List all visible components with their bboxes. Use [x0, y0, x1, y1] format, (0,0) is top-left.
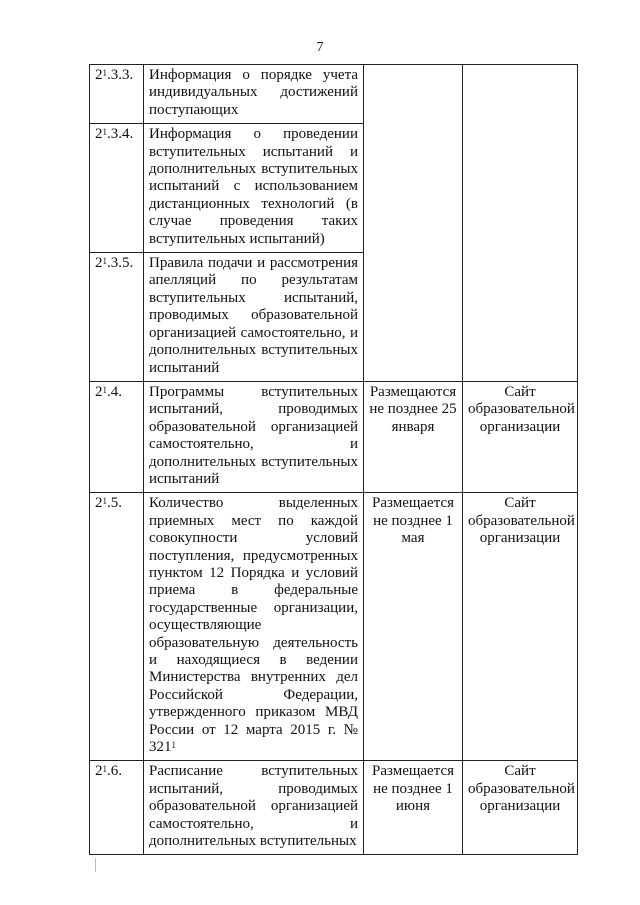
admission-info-table [89, 64, 578, 855]
row-description: Информация о проведении вступительных испытаний и дополнительных вступительных испытаний с использованием дистанционных технологий (в случае проведения таких вступительных испытаний) [144, 124, 364, 253]
row-term: Размещается не позднее 1 мая [364, 493, 463, 761]
table-row [90, 65, 578, 124]
page-number: 7 [316, 40, 324, 55]
row-place: Сайт образовательной организации [463, 761, 578, 855]
row-number: $2^1.3.4$. [90, 124, 144, 253]
table-row [90, 381, 578, 492]
row-number: $2^1.3.3$. [90, 65, 144, 124]
row-description: Информация о порядке учета индивидуальных достижений поступающих [144, 65, 364, 124]
row-description: Количество выделенных приемных мест по каждой совокупности условий поступления, предусмотренных пунктом 12 Порядка и условий приема в федеральные государственные организации, осуществляющие образовательную деятельность и находящиеся в ведении Министерства внутренних дел Российской Федерации, утвержденного приказом МВД России от 12 марта 2015 г. № $321^1$ [144, 493, 364, 761]
footnote-mark: 1 [171, 740, 176, 751]
row-number: $2^1.4$. [90, 381, 144, 492]
scan-mark [95, 858, 96, 872]
table-row [90, 761, 578, 855]
row-term: Размещается не позднее 1 июня [364, 761, 463, 855]
table-row [90, 493, 578, 761]
row-description: Программы вступительных испытаний, проводимых образовательной организацией самостоятельно, и дополнительных вступительных испытаний [144, 381, 364, 492]
row-place [463, 65, 578, 382]
row-number: $2^1.3.5$. [90, 253, 144, 382]
row-number: $2^1.6$. [90, 761, 144, 855]
row-place: Сайт образовательной организации [463, 493, 578, 761]
row-term [364, 65, 463, 382]
row-description: Расписание вступительных испытаний, проводимых образовательной организацией самостоятельно, и дополнительных вступительных [144, 761, 364, 855]
row-term: Размещаются не позднее 25 января [364, 381, 463, 492]
row-number: $2^1.5$. [90, 493, 144, 761]
row-description: Правила подачи и рассмотрения апелляций по результатам вступительных испытаний, проводимых образовательной организацией самостоятельно, и дополнительных вступительных испытаний [144, 253, 364, 382]
row-place: Сайт образовательной организации [463, 381, 578, 492]
